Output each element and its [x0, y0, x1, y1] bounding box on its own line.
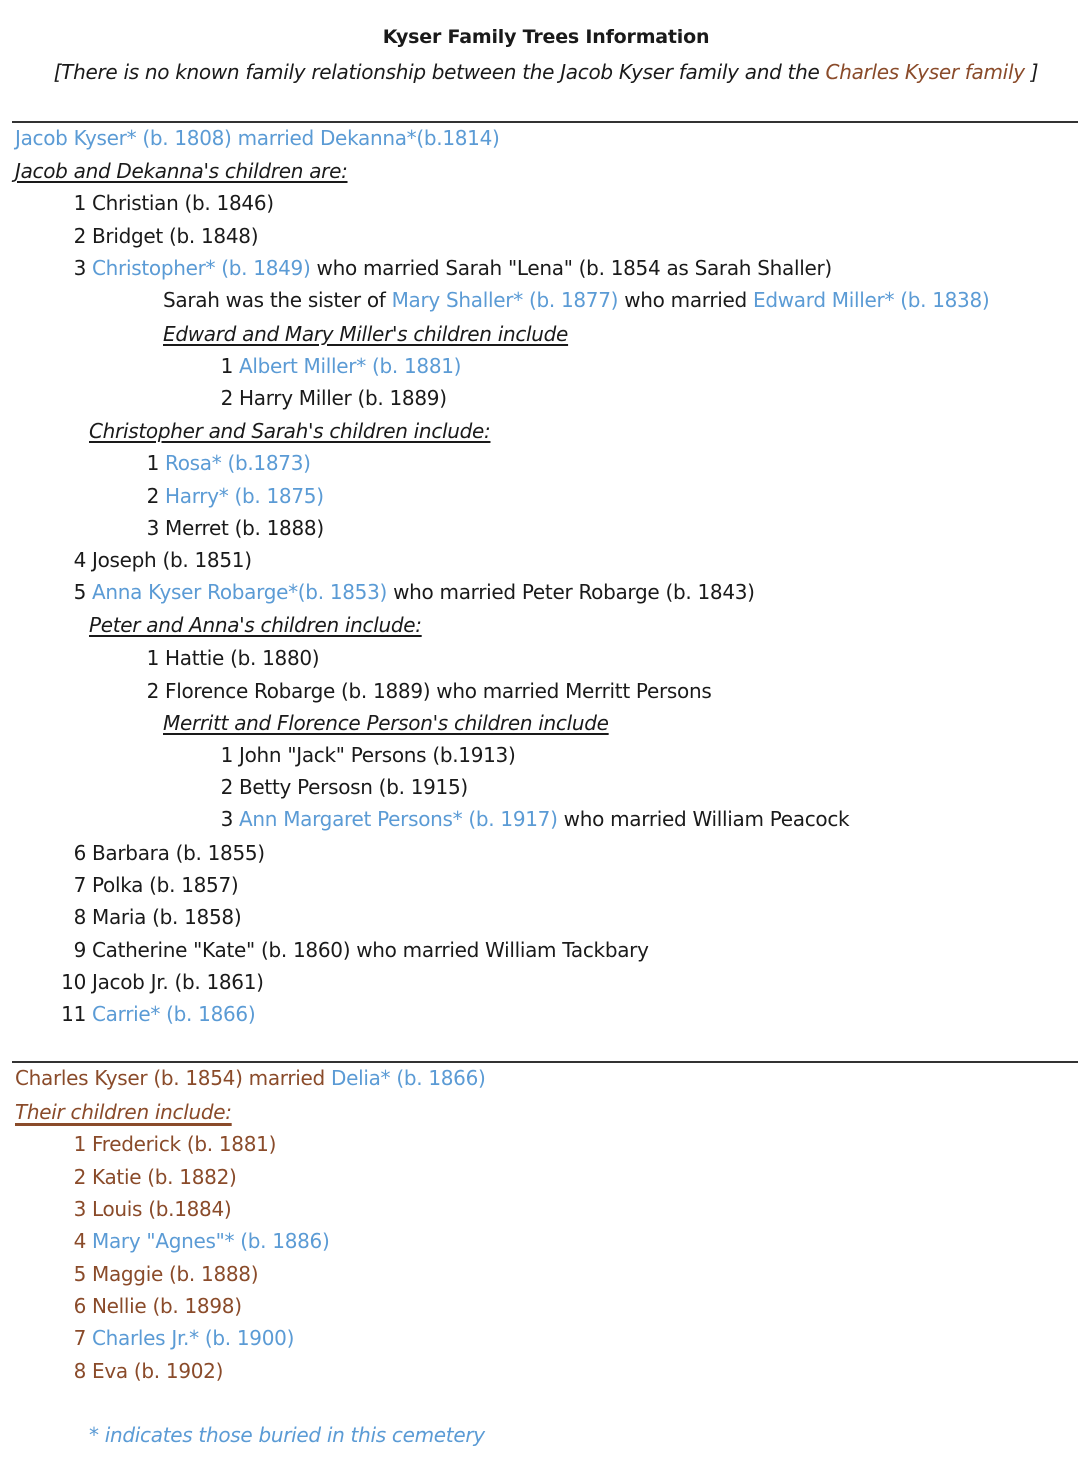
section-divider — [12, 121, 1078, 123]
list-item: 1 Albert Miller* (b. 1881) — [220, 354, 462, 378]
list-item: 4 Mary "Agnes"* (b. 1886) — [73, 1229, 330, 1253]
list-item: 2 Florence Robarge (b. 1889) who married Merritt Persons — [146, 679, 712, 703]
list-item: 1 Hattie (b. 1880) — [146, 646, 320, 670]
miller-children-heading: Edward and Mary Miller's children include — [163, 322, 569, 346]
subtitle-suffix: ] — [1024, 60, 1039, 84]
list-item: 4 Joseph (b. 1851) — [73, 548, 252, 572]
list-item: 2 Betty Persosn (b. 1915) — [220, 775, 468, 799]
page-title: Kyser Family Trees Information — [382, 26, 710, 48]
list-item: 1 Christian (b. 1846) — [73, 191, 274, 215]
list-item: 6 Barbara (b. 1855) — [73, 841, 265, 865]
merritt-children-heading: Merritt and Florence Person's children include — [163, 711, 609, 735]
footnote: * indicates those buried in this cemetery — [89, 1423, 485, 1447]
list-item: 1 John "Jack" Persons (b.1913) — [220, 743, 516, 767]
list-item: 1 Frederick (b. 1881) — [73, 1132, 277, 1156]
list-item: 10 Jacob Jr. (b. 1861) — [61, 970, 264, 994]
list-item: 3 Louis (b.1884) — [73, 1197, 232, 1221]
list-item: 6 Nellie (b. 1898) — [73, 1294, 242, 1318]
subtitle-charles: Charles Kyser family — [825, 60, 1025, 84]
page-subtitle — [0, 60, 1092, 84]
list-item: 3 Merret (b. 1888) — [146, 516, 324, 540]
list-item: 8 Eva (b. 1902) — [73, 1359, 224, 1383]
list-item: 7 Charles Jr.* (b. 1900) — [73, 1326, 295, 1350]
section-divider — [12, 1061, 1078, 1063]
list-item: 2 Katie (b. 1882) — [73, 1165, 237, 1189]
list-item: 2 Harry Miller (b. 1889) — [220, 386, 447, 410]
list-item: 2 Harry* (b. 1875) — [146, 484, 324, 508]
list-item: 2 Bridget (b. 1848) — [73, 224, 259, 248]
subtitle-prefix: [There is no known family relationship between the Jacob Kyser family and the — [53, 60, 826, 84]
list-item: 7 Polka (b. 1857) — [73, 873, 239, 897]
list-item: 3 Christopher* (b. 1849) who married Sarah "Lena" (b. 1854 as Sarah Shaller) — [73, 256, 832, 280]
list-item: 11 Carrie* (b. 1866) — [61, 1002, 256, 1026]
sarah-note: Sarah was the sister of Mary Shaller* (b. 1877) who married Edward Miller* (b. 1838) — [163, 288, 990, 312]
christopher-children-heading: Christopher and Sarah's children include: — [89, 419, 491, 443]
list-item: 5 Maggie (b. 1888) — [73, 1262, 259, 1286]
charles-children-heading: Their children include: — [15, 1100, 232, 1124]
list-item: 1 Rosa* (b.1873) — [146, 451, 311, 475]
list-item: 3 Ann Margaret Persons* (b. 1917) who married William Peacock — [220, 807, 850, 831]
charles-header: Charles Kyser (b. 1854) married Delia* (b. 1866) — [15, 1066, 486, 1090]
jacob-header: Jacob Kyser* (b. 1808) married Dekanna*(b.1814) — [15, 126, 500, 150]
peter-children-heading: Peter and Anna's children include: — [89, 613, 422, 637]
list-item: 8 Maria (b. 1858) — [73, 905, 242, 929]
list-item: 5 Anna Kyser Robarge*(b. 1853) who married Peter Robarge (b. 1843) — [73, 580, 755, 604]
jacob-children-heading: Jacob and Dekanna's children are: — [15, 159, 348, 183]
list-item: 9 Catherine "Kate" (b. 1860) who married William Tackbary — [73, 938, 649, 962]
